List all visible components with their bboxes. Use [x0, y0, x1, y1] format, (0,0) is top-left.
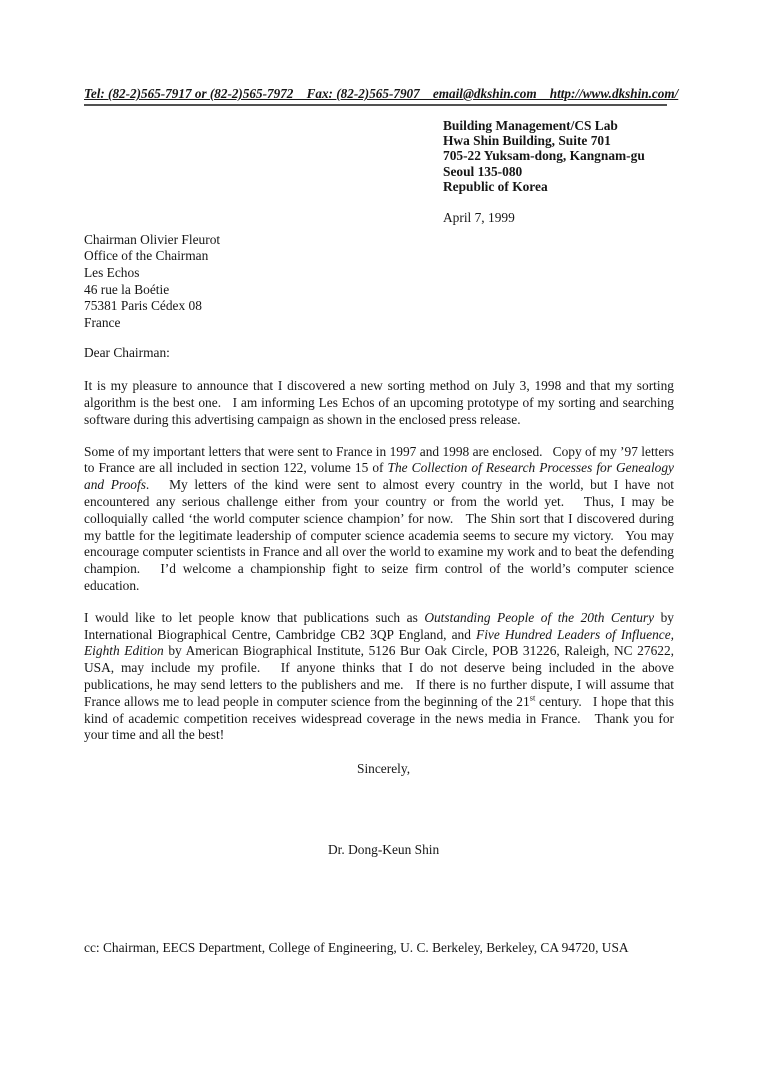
- recipient-address-block: [84, 232, 674, 332]
- paragraph-2-text-2: . My letters of the kind were sent to almost every country in the world, but I have not encountered any serious challenge either from your country or from the world yet. Thus, I may be colloquially called ‘the world computer science champion’ for now. The Shin sort that I discovered during my battle for the legitimate leadership of computer science academia seems to secure my victory. You may encourage computer scientists in France and all over the world to examine my work and to beat the defending champion. I’d welcome a championship fight to seize firm control of the world’s computer science education.: [84, 477, 674, 593]
- valediction: Sincerely,: [357, 761, 411, 777]
- body-paragraph-2: [84, 444, 674, 595]
- recipient-address-line: Chairman Olivier Fleurot: [84, 231, 221, 247]
- paragraph-1-text: It is my pleasure to announce that I discovered a new sorting method on July 3, 1998 and that my sorting algorithm is the best one. I am informing Les Echos of an upcoming prototype of my sorting and searching software during this advertising campaign as shown in the enclosed press release.: [84, 378, 674, 427]
- sender-address-block: [443, 118, 674, 194]
- sender-address-line: Building Management/CS Lab: [443, 118, 618, 133]
- paragraph-3-text-3: by American Biographical Institute, 5126 Bur Oak Circle, POB 31226, Raleigh, NC 27622, USA, may include my profile. If anyone thinks that I do not deserve being included in the above publications, he may send letters to the publishers and me. If there is no further dispute, I will assume that France allows me to lead people in computer science from the beginning of the 21: [84, 643, 674, 709]
- date-line: April 7, 1999: [443, 210, 515, 226]
- sender-address-line: Seoul 135-080: [443, 163, 523, 179]
- paragraph-3-text-2: by International Biographical Centre, Cambridge CB2 3QP England, and: [84, 609, 674, 642]
- sender-address-line: 705-22 Yuksam-dong, Kangnam-gu: [443, 148, 645, 164]
- salutation: Dear Chairman:: [84, 345, 170, 361]
- paragraph-3-text-1: I would like to let people know that publications such as: [84, 609, 425, 625]
- sender-address-line: Hwa Shin Building, Suite 701: [443, 133, 611, 149]
- sender-address-line: Republic of Korea: [443, 178, 548, 194]
- recipient-address-line: Office of the Chairman: [84, 248, 209, 264]
- paragraph-3-text-4: century. I hope that this kind of academic competition receives widespread coverage in the news media in France. Thank you for your time and all the best!: [84, 693, 674, 743]
- recipient-address-line: 75381 Paris Cédex 08: [84, 298, 202, 314]
- paragraph-3-publication-title-italic-2: Five Hundred Leaders of Influence, Eighth Edition: [84, 626, 674, 659]
- cc-line: cc: Chairman, EECS Department, College of Engineering, U. C. Berkeley, Berkeley, CA 94720, USA: [84, 939, 629, 955]
- signature-name: Dr. Dong-Keun Shin: [328, 841, 440, 857]
- ordinal-superscript: st: [529, 692, 536, 703]
- body-paragraph-3: [84, 610, 674, 744]
- recipient-address-line: France: [84, 314, 121, 330]
- body-paragraph-1: [84, 378, 674, 428]
- letterhead-contact-line: [84, 86, 679, 106]
- paragraph-3-publication-title-italic-1: Outstanding People of the 20th Century: [424, 609, 655, 625]
- paragraph-2-book-title-italic: The Collection of Research Processes for Genealogy and Proofs: [84, 460, 674, 493]
- paragraph-2-text-1: Some of my important letters that were sent to France in 1997 and 1998 are enclosed. Copy of my ’97 letters to France are all included in section 122, volume 15 of: [84, 443, 674, 476]
- recipient-address-line: Les Echos: [84, 265, 140, 280]
- letterhead-contact-text: Tel: (82-2)565-7917 or (82-2)565-7972 Fax: (82-2)565-7907 email@dkshin.com http://www.dkshin.com/: [84, 86, 679, 101]
- recipient-address-line: 46 rue la Boétie: [84, 281, 170, 297]
